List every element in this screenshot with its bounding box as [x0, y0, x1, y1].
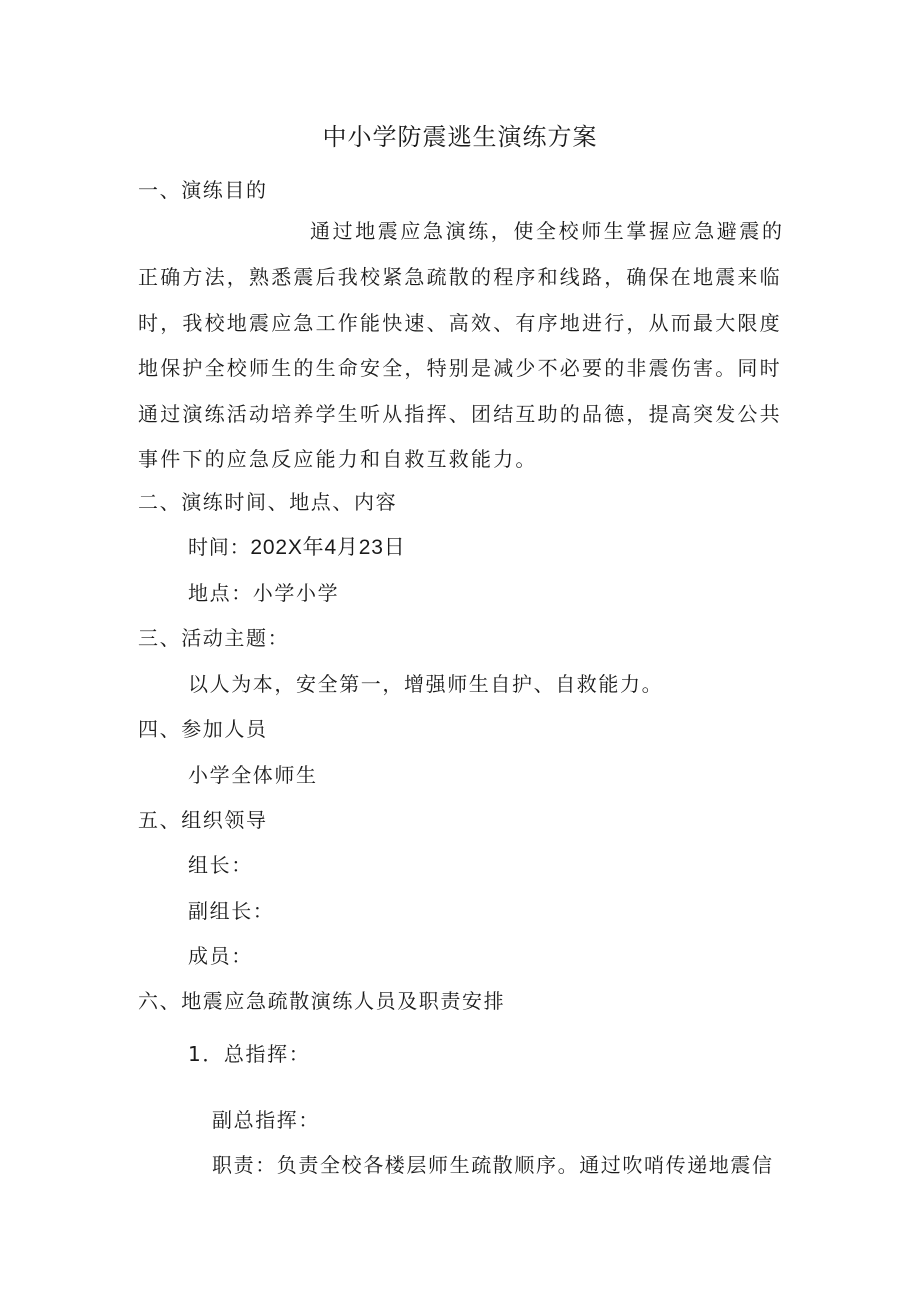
- participants-text: 小学全体师生: [188, 763, 318, 787]
- leader-line: 组长：: [188, 853, 253, 877]
- members-line: 成员：: [188, 944, 253, 968]
- paragraph-line: 地保护全校师生的生命安全，特别是减少不必要的非震伤害。同时: [138, 356, 782, 380]
- section-heading-participants: 四、参加人员: [138, 717, 268, 741]
- paragraph-line: 时，我校地震应急工作能快速、高效、有序地进行，从而最大限度: [138, 311, 782, 335]
- document-title: 中小学防震逃生演练方案: [322, 123, 598, 151]
- paragraph-line: 通过演练活动培养学生听从指挥、团结互助的品德，提高突发公共: [138, 402, 782, 426]
- deputy-commander-line: 副总指挥：: [212, 1108, 320, 1132]
- deputy-leader-line: 副组长：: [188, 899, 275, 923]
- commander-line: 1．总指挥：: [188, 1042, 311, 1066]
- paragraph-line: 正确方法，熟悉震后我校紧急疏散的程序和线路，确保在地震来临: [138, 265, 782, 289]
- time-value: 202X年4月23日: [250, 536, 406, 559]
- time-label: 时间：: [188, 535, 251, 559]
- paragraph-line: 事件下的应急反应能力和自救互救能力。: [138, 447, 538, 471]
- theme-text: 以人为本，安全第一，增强师生自护、自救能力。: [188, 672, 664, 696]
- duty-line: 职责：负责全校各楼层师生疏散顺序。通过吹哨传递地震信: [212, 1153, 774, 1177]
- section-heading-theme: 三、活动主题：: [138, 626, 290, 650]
- paragraph-line: 通过地震应急演练，使全校师生掌握应急避震的: [310, 219, 785, 243]
- section-heading-roles: 六、地震应急疏散演练人员及职责安排: [138, 989, 506, 1013]
- time-line: [188, 533, 406, 562]
- section-heading-leadership: 五、组织领导: [138, 808, 268, 832]
- section-heading-time-place: 二、演练时间、地点、内容: [138, 490, 398, 514]
- place-line: 地点：小学小学: [188, 581, 340, 605]
- section-heading-purpose: 一、演练目的: [138, 178, 268, 202]
